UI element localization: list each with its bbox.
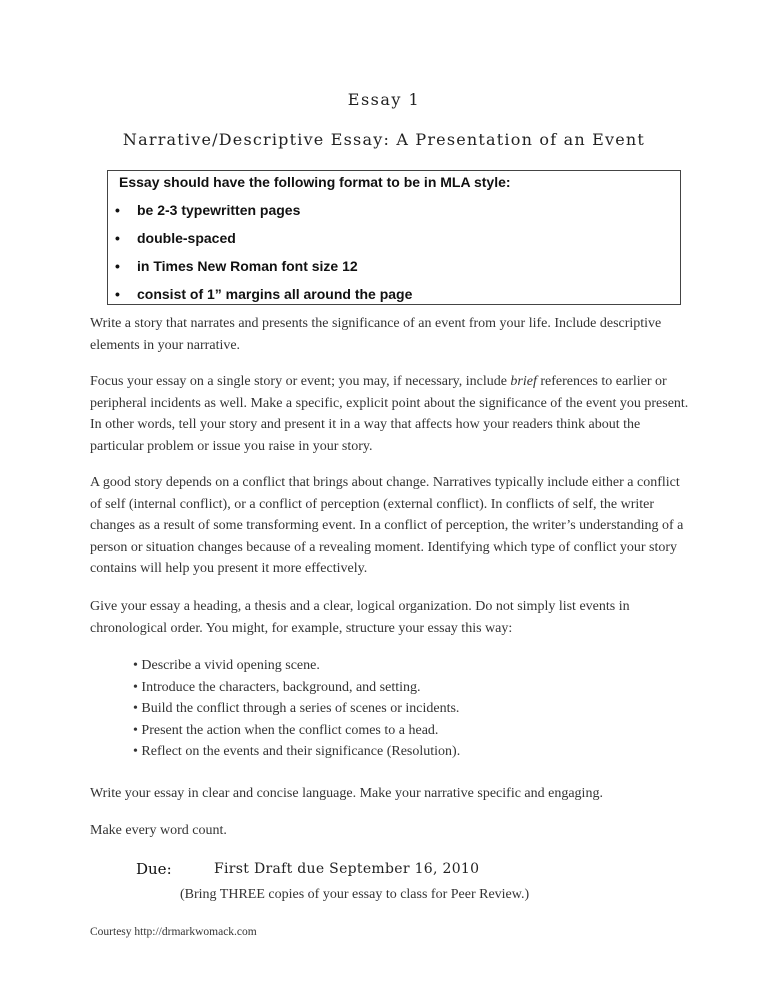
format-item-text: in Times New Roman font size 12	[137, 258, 358, 274]
list-item: • Introduce the characters, background, and setting.	[133, 679, 421, 695]
paragraph-text: Write your essay in clear and concise language. Make your narrative specific and engaging.	[90, 786, 603, 801]
due-label: Due:	[136, 860, 172, 878]
list-item: • Reflect on the events and their significance (Resolution).	[133, 744, 461, 759]
paragraph-text	[90, 371, 690, 457]
essay-title: Essay 1	[347, 90, 421, 109]
paragraph-text: Make every word count.	[90, 823, 227, 838]
bullet: •	[115, 258, 120, 274]
bullet: •	[115, 202, 120, 218]
bullet: •	[115, 230, 120, 246]
format-item-text: be 2-3 typewritten pages	[137, 202, 301, 218]
essay-subtitle: Narrative/Descriptive Essay: A Presentation of an Event	[122, 130, 646, 149]
format-item	[115, 230, 236, 246]
list-item: • Present the action when the conflict comes to a head.	[133, 722, 439, 738]
format-item	[115, 258, 358, 274]
due-note: (Bring THREE copies of your essay to class for Peer Review.)	[180, 887, 530, 902]
due-date: First Draft due September 16, 2010	[214, 861, 480, 877]
format-box-heading: Essay should have the following format to be in MLA style:	[119, 174, 511, 190]
paragraph-text: A good story depends on a conflict that brings about change. Narratives typically include either a conflict of self (internal conflict), or a conflict of perception (external conflict). In conflicts of self, the writer changes as a result of some transforming event. In a conflict of perception, the writer’s understanding of a person or situation changes because of a revealing moment. Identifying which type of conflict your story contains will help you present it more effectively.	[90, 475, 684, 576]
bullet: •	[115, 286, 120, 302]
paragraph-word-count	[90, 820, 690, 842]
paragraph-heading-thesis	[90, 596, 690, 639]
format-item	[115, 286, 412, 302]
text-run: Focus your essay on a single story or event; you may, if necessary, include	[90, 374, 511, 389]
paragraph-conflict	[90, 472, 690, 580]
paragraph-text: Give your essay a heading, a thesis and a clear, logical organization. Do not simply list events in chronological order. You might, for example, structure your essay this way:	[90, 599, 630, 636]
list-item: • Build the conflict through a series of scenes or incidents.	[133, 701, 460, 716]
italic-text: brief	[510, 374, 537, 389]
paragraph-text: Write a story that narrates and presents the significance of an event from your life. Include descriptive elements in your narrative.	[90, 316, 662, 353]
text-run: references to earlier or peripheral incidents as well. Make a specific, explicit point about the significance of the event you present. In other words, tell your story and present it in a way that affects how your readers think about the particular problem or issue you raise in your story.	[90, 374, 689, 454]
paragraph-focus	[90, 371, 690, 457]
structure-list	[133, 655, 460, 763]
format-item	[115, 202, 300, 218]
footer-courtesy: Courtesy http://drmarkwomack.com	[90, 926, 257, 938]
paragraph-language	[90, 783, 690, 805]
list-item: • Describe a vivid opening scene.	[133, 658, 320, 673]
format-item-text: consist of 1” margins all around the page	[137, 286, 413, 302]
paragraph-intro	[90, 313, 690, 356]
format-item-text: double-spaced	[137, 230, 236, 246]
mla-format-box	[107, 170, 681, 305]
